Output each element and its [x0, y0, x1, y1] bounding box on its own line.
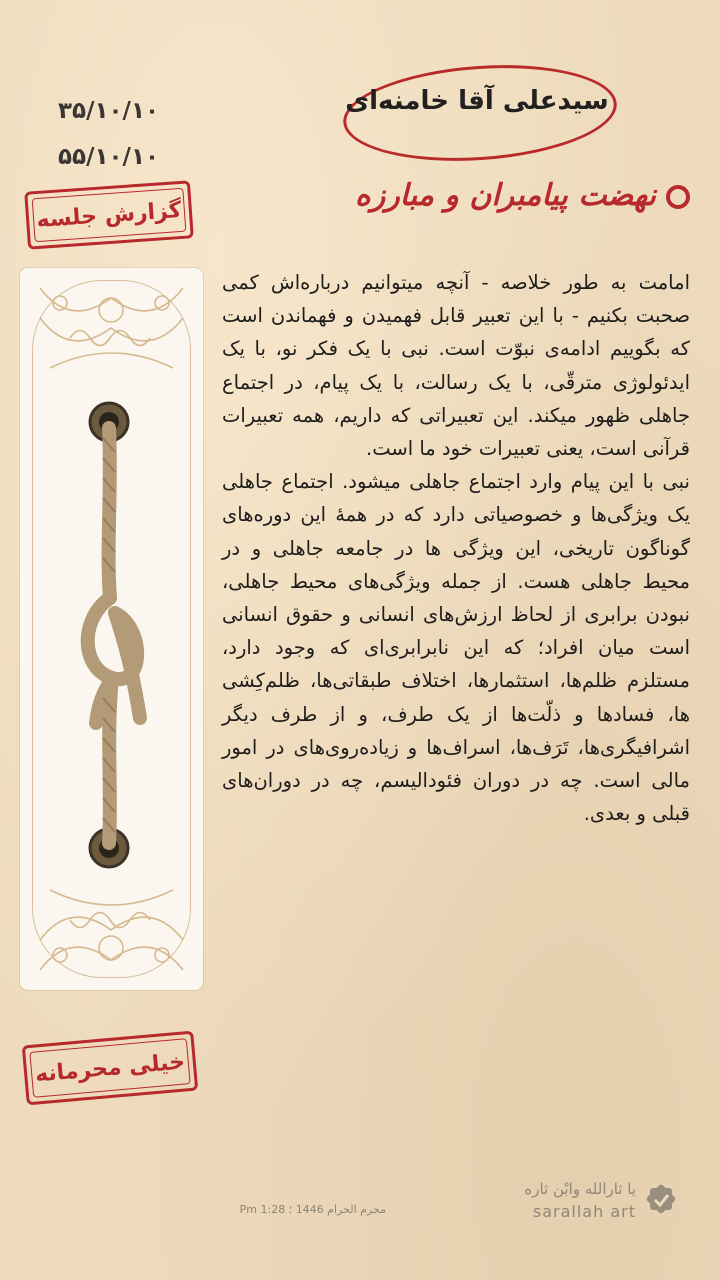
- article-body: [222, 266, 690, 830]
- date-list: [58, 88, 168, 180]
- paragraph: نبی با این پیام وارد اجتماع جاهلی میشود. اجتماع جاهلی یک ویژگی‌ها و خصوصیاتی دارد که در همهٔ این دوره‌های گوناگون تاریخی، این ویژگی ها در جامعه جاهلی و در محیط جاهلی هست. از جمله ویژگی‌های محیط جاهلی، نبودن برابری از لحاظ ارزش‌های انسانی و حقوق انسانی است میان افراد؛ که این نابرابری‌ای که وجود دارد، مستلزم ظلم‌ها، استثمارها، اختلاف طبقاتی‌ها، ظلم‌کِشی ها، فسادها و ذلّت‌ها از یک طرف، و از طرف دیگر اشرافیگری‌ها، تَرَف‌ها، اسراف‌ها و زیاده‌روی‌های در امور مالی است. چه در دوران فئودالیسم، چه در دوران‌های قبلی و بعدی.: [222, 470, 690, 826]
- brand-logo-icon: [642, 1180, 680, 1218]
- bullet-circle-icon: [666, 185, 690, 209]
- page-title-text: نهضت پیامبران و مبارزه: [354, 178, 656, 213]
- secret-stamp-label: خیلی محرمانه: [34, 1048, 187, 1088]
- rope-illustration: [20, 268, 203, 990]
- date-end: ۵۵/۱۰/۱۰: [58, 144, 160, 170]
- report-stamp-label: گزارش جلسه: [35, 197, 183, 233]
- report-stamp: [24, 180, 194, 249]
- secret-stamp-border: [29, 1038, 190, 1098]
- footer-timestamp: محرم الحرام 1446 ؛ 1:28 Pm: [239, 1203, 386, 1216]
- paragraph: امامت به طور خلاصه - آنچه میتوانیم درباره‌اش کمی صحبت بکنیم - با این تعبیر قابل فهمیدن و فهماندن است که بگوییم ادامه‌ی نبوّت است. نبی با یک فکر نو، با یک ایدئولوژی مترقّی، با یک رسالت، با یک پیام، در اجتماع جاهلی ظهور میکند. این تعبیراتی که داریم، همه تعبیرات قرآنی است، یعنی تعبیرات خود ما است.: [222, 271, 690, 461]
- page-title: [270, 168, 690, 224]
- brand-latin: sarallah art: [532, 1202, 636, 1221]
- speaker-name: سیدعلی آقا خامنه‌ای: [345, 86, 609, 116]
- report-stamp-border: [32, 188, 187, 242]
- brand-persian: یا ثارالله وابْن ثاره: [524, 1180, 636, 1198]
- brand: [500, 1176, 700, 1226]
- date-start: ۳۵/۱۰/۱۰: [58, 98, 160, 124]
- rope-panel: [20, 268, 203, 990]
